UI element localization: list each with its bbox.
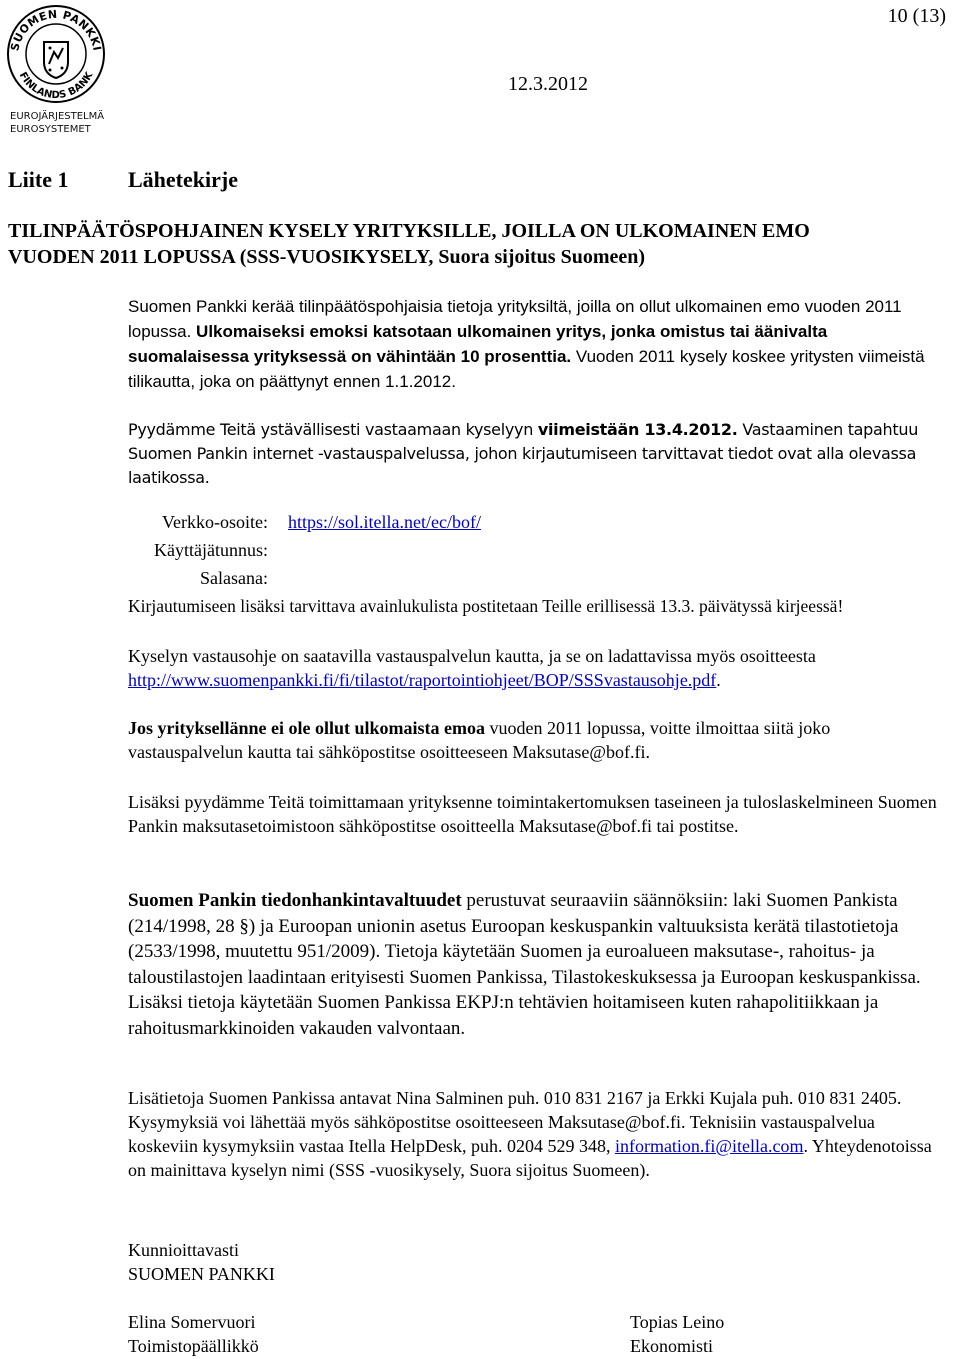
contact-text-b: . Yhteydenotoissa on mainittava kyselyn nimi (SSS -vuosikysely, Suora sijoitus Suomeen).: [128, 1136, 932, 1180]
title-line-2: VUODEN 2011 LOPUSSA (SSS-VUOSIKYSELY, Suora sijoitus Suomeen): [8, 246, 646, 268]
request-text-c: Vastaaminen tapahtuu Suomen Pankin internet -vastauspalvelussa, johon kirjautumiseen tarvittavat tiedot ovat alla olevassa laatikossa.: [128, 420, 919, 487]
mandate-paragraph: [128, 888, 943, 1041]
username-label: Käyttäjätunnus:: [154, 540, 268, 560]
eurosystem-line1: EUROJÄRJESTELMÄ: [10, 111, 105, 122]
intro-bold: Ulkomaiseksi emoksi katsotaan ulkomainen yritys, jonka omistus tai äänivalta suomalaisessa yrityksessä on vähintään 10 prosenttia.: [128, 322, 828, 366]
no-parent-text: vuoden 2011 lopussa, voitte ilmoittaa siitä joko vastauspalvelun kautta tai sähköpostitse osoitteeseen Maksutase@bof.fi.: [128, 718, 831, 762]
page-title: [8, 218, 810, 270]
document-date: 12.3.2012: [508, 73, 588, 95]
signer-1-name: Elina Somervuori: [128, 1312, 256, 1332]
deadline: viimeistään 13.4.2012.: [537, 420, 738, 439]
contact-email-link[interactable]: information.fi@itella.com: [614, 1136, 804, 1156]
mandate-bold: Suomen Pankin tiedonhankintavaltuudet: [128, 890, 462, 911]
no-parent-paragraph: [128, 716, 943, 764]
report-request-paragraph: Lisäksi pyydämme Teitä toimittamaan yrityksenne toimintakertomuksen taseineen ja tuloslaskelmineen Suomen Pankin maksutasetoimistoon sähköpostitse osoitteella Maksutase@bof.fi tai postitse.: [128, 792, 937, 836]
request-paragraph: [128, 418, 943, 490]
eurosystem-line2: EUROSYSTEMET: [10, 124, 91, 135]
signer-1-title: Toimistopäällikkö: [128, 1336, 259, 1356]
closing-organization: SUOMEN PANKKI: [128, 1264, 275, 1284]
svg-text:SUOMEN PANKKI: SUOMEN PANKKI: [8, 7, 104, 53]
bank-seal-icon: [6, 4, 106, 104]
login-box: [128, 510, 928, 620]
closing-phrase: Kunnioittavasti: [128, 1240, 239, 1260]
intro-text-c: Vuoden 2011 kysely koskee yritysten viimeistä tilikautta, joka on päättynyt ennen 1.1.2012.: [128, 347, 925, 391]
no-parent-bold: Jos yrityksellänne ei ole ollut ulkomaista emoa: [128, 718, 485, 738]
page-number: 10 (13): [887, 5, 946, 27]
signer-2-name: Topias Leino: [630, 1312, 725, 1332]
signer-2-title: Ekonomisti: [630, 1336, 714, 1356]
document-type: Lähetekirje: [128, 167, 238, 192]
instructions-link[interactable]: http://www.suomenpankki.fi/fi/tilastot/raportointiohjeet/BOP/SSSvastausohje.pdf: [128, 670, 717, 690]
contact-paragraph: [128, 1086, 943, 1182]
mandate-text: perustuvat seuraaviin säännöksiin: laki Suomen Pankista (214/1998, 28 §) ja Euroopan unionin asetus Euroopan keskuspankin valtuuksista kerätä tilastotietoja (2533/1998, muutettu 951/2009). Tietoja käytetään Suomen ja euroalueen maksutase-, rahoitus- ja taloustilastojen laadintaan erityisesti Suomen Pankissa, Tilastokeskuksessa ja Euroopan keskuspankissa. Lisäksi tietoja käytetään Suomen Pankissa EKPJ:n tehtävien hoitamiseen kuten rahapolitiikkaan ja rahoitusmarkkinoiden vakauden valvontaan.: [128, 890, 921, 1039]
intro-text-a: Suomen Pankki kerää tilinpäätöspohjaisia tietoja yrityksiltä, joilla on ollut ulkomainen emo vuoden 2011 lopussa.: [128, 297, 902, 341]
password-label: Salasana:: [200, 568, 268, 588]
address-link[interactable]: https://sol.itella.net/ec/bof/: [288, 512, 481, 532]
request-text-a: Pyydämme Teitä ystävällisesti vastaamaan kyselyyn: [128, 420, 538, 439]
svg-text:FINLANDS BANK: FINLANDS BANK: [16, 70, 96, 102]
address-label: Verkko-osoite:: [162, 512, 268, 532]
contact-text-a: Lisätietoja Suomen Pankissa antavat Nina Salminen puh. 010 831 2167 ja Erkki Kujala puh. 010 831 2405. Kysymyksiä voi lähettää myös sähköpostitse osoitteeseen Maksutase@bof.fi. Teknisiin vastauspalvelua koskeviin kysymyksiin vastaa Itella HelpDesk, puh. 0204 529 348,: [128, 1088, 902, 1156]
attachment-label: Liite 1: [8, 167, 69, 192]
instructions-end: .: [716, 670, 721, 690]
intro-paragraph: [128, 294, 943, 394]
login-note: Kirjautumiseen lisäksi tarvittava avainlukulista postitetaan Teille erillisessä 13.3. päivätyssä kirjeessä!: [128, 596, 844, 616]
instructions-paragraph: [128, 644, 943, 692]
instructions-text: Kyselyn vastausohje on saatavilla vastauspalvelun kautta, ja se on ladattavissa myös osoitteesta: [128, 646, 816, 666]
suomen-pankki-logo: [6, 4, 106, 136]
title-line-1: TILINPÄÄTÖSPOHJAINEN KYSELY YRITYKSILLE, JOILLA ON ULKOMAINEN EMO: [8, 220, 810, 242]
